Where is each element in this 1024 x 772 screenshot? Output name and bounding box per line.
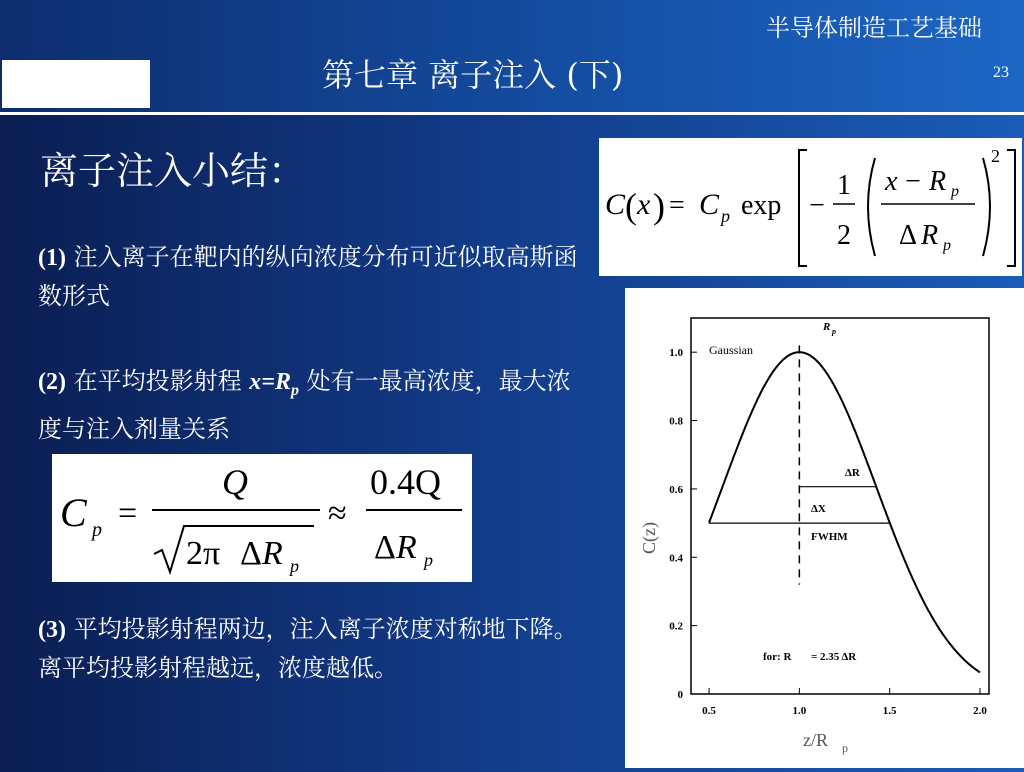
label-rp-top-sub: p <box>832 327 836 336</box>
point-number: (2) <box>38 369 66 395</box>
formula-numerator-q: Q <box>222 462 248 502</box>
x-tick-label: 2.0 <box>973 705 987 717</box>
formula-sqrt-arg: 2π <box>186 535 221 572</box>
y-tick-label: 0.8 <box>669 415 683 428</box>
gauss-two: 2 <box>837 220 851 251</box>
y-tick-label: 1.0 <box>669 347 683 360</box>
formula-approx: ≈ <box>328 495 347 532</box>
point-number: (1) <box>38 245 66 271</box>
summary-point-1 <box>38 238 578 315</box>
formula-cp-sub: p <box>92 519 102 541</box>
gauss-one: 1 <box>837 170 851 201</box>
y-tick-label: 0.6 <box>669 483 683 496</box>
point-text-before: 在平均投影射程 <box>73 367 242 395</box>
label-rp-top: R <box>823 321 831 333</box>
label-delta-rp: ΔR <box>845 467 860 479</box>
point-text: 注入离子在靶内的纵向浓度分布可近似取高斯函数形式 <box>38 243 578 310</box>
x-tick-label: 1.0 <box>792 705 807 717</box>
gauss-x2: x <box>885 166 898 197</box>
x-axis-label: z/R <box>803 730 828 750</box>
point-number: (3) <box>38 617 66 643</box>
chapter-title: 第七章 离子注入 (下) <box>322 56 624 94</box>
label-gaussian: Gaussian <box>709 343 753 357</box>
gauss-r-sub: p <box>951 183 959 200</box>
formula-delta: Δ <box>240 535 262 572</box>
y-axis-label: C(z) <box>639 522 659 554</box>
gauss-c: C <box>605 188 626 221</box>
gauss-r2-sub: p <box>943 237 951 254</box>
peak-concentration-formula <box>52 454 472 582</box>
label-delta-xp: ΔX <box>811 503 826 515</box>
gauss-power: 2 <box>991 146 1000 166</box>
x-tick-label: 1.5 <box>882 705 897 717</box>
formula-numerator-04q: 0.4Q <box>370 462 441 502</box>
formula-r-sub-2: p <box>424 550 433 570</box>
logo-placeholder <box>2 60 150 108</box>
point-text: 平均投影射程两边，注入离子浓度对称地下降。离平均投影射程越远，浓度越低。 <box>38 615 578 682</box>
formula-r-sub: p <box>290 556 299 576</box>
point-text-after: 处有一最高浓度，最大浓度与注入剂量关系 <box>38 367 571 443</box>
gauss-x: x <box>637 188 651 221</box>
y-tick-label: 0.4 <box>669 552 683 565</box>
gauss-delta: Δ <box>899 220 918 251</box>
gauss-exp: exp <box>741 190 782 221</box>
summary-point-2 <box>38 362 578 448</box>
gauss-equals: = <box>669 190 685 221</box>
gauss-cp-sub: p <box>721 206 730 226</box>
x-axis-label-sub: p <box>842 741 848 755</box>
paren-left <box>868 158 875 256</box>
gauss-paren-close: ) <box>653 186 665 226</box>
summary-title: 离子注入小结： <box>40 149 307 193</box>
label-fwhm: FWHM <box>811 531 848 543</box>
paren-right <box>983 158 990 256</box>
y-tick-label: 0 <box>677 689 683 701</box>
x-ticks <box>702 688 987 717</box>
gauss-r: R <box>929 166 947 197</box>
bracket-right <box>1007 150 1015 266</box>
formula-equals: = <box>118 495 138 532</box>
bracket-left <box>799 150 807 266</box>
summary-point-3 <box>38 610 578 687</box>
course-name: 半导体制造工艺基础 <box>766 14 982 42</box>
x-tick-label: 0.5 <box>702 705 716 717</box>
formula-r-2: R <box>396 529 417 566</box>
gaussian-chart <box>625 288 1024 768</box>
label-for: for: R <box>763 651 792 663</box>
formula-cp-symbol: C <box>60 490 87 535</box>
label-for-rest: = 2.35 ΔR <box>811 651 857 663</box>
y-ticks <box>669 347 697 701</box>
gaussian-profile-figure <box>625 288 1024 768</box>
gauss-paren-open: ( <box>625 186 637 226</box>
page-number: 23 <box>993 64 1009 81</box>
gauss-minus2: − <box>905 166 921 197</box>
formula-r: R <box>262 535 283 572</box>
gaussian-distribution-formula <box>599 138 1022 276</box>
gauss-r2: R <box>921 220 939 251</box>
header-divider <box>0 112 1024 115</box>
gauss-minus: − <box>809 190 825 221</box>
gauss-cp: C <box>699 188 720 221</box>
point-math: $x=R_p$ <box>249 369 299 399</box>
y-tick-label: 0.2 <box>669 620 683 633</box>
gaussian-curve <box>709 352 980 672</box>
formula-delta-2: Δ <box>374 529 396 566</box>
